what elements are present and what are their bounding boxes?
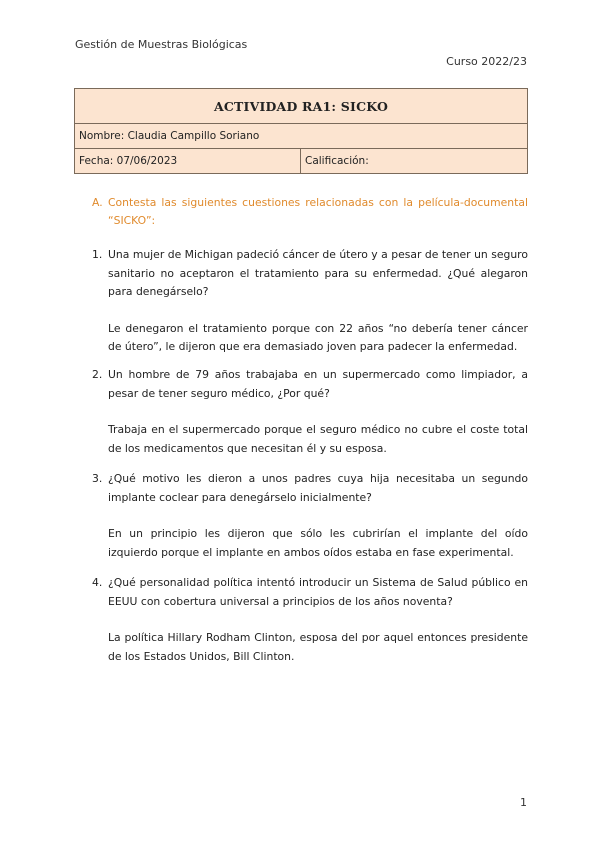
answer-text: La política Hillary Rodham Clinton, esposa del por aquel entonces presidente de los Estados Unidos, Bill Clinton.: [108, 631, 528, 663]
student-name: Nombre: Claudia Campillo Soriano: [75, 124, 528, 149]
question-item: [92, 574, 528, 666]
question-text: ¿Qué personalidad política intentó introducir un Sistema de Salud público en EEUU con cobertura universal a principios de los años noventa?: [108, 576, 528, 608]
header-course: Curso 2022/23: [446, 55, 527, 68]
question-text: Un hombre de 79 años trabajaba en un supermercado como limpiador, a pesar de tener seguro médico, ¿Por qué?: [108, 368, 528, 400]
page-number: 1: [520, 796, 527, 809]
question-number: 3.: [92, 472, 103, 485]
question-number: 1.: [92, 248, 103, 261]
answer-text: Trabaja en el supermercado porque el seguro médico no cubre el coste total de los medicamentos que necesitan él y su esposa.: [108, 423, 528, 455]
grade-field: Calificación:: [301, 149, 528, 174]
activity-title: ACTIVIDAD RA1: SICKO: [75, 89, 528, 124]
activity-date: Fecha: 07/06/2023: [75, 149, 301, 174]
header-subject: Gestión de Muestras Biológicas: [75, 38, 248, 51]
question-item: [92, 246, 528, 357]
answer-text: En un principio les dijeron que sólo les cubrirían el implante del oído izquierdo porque el implante en ambos oídos estaba en fase experimental.: [108, 527, 528, 559]
question-number: 2.: [92, 368, 103, 381]
section-letter: A.: [92, 196, 103, 209]
question-item: [92, 366, 528, 458]
question-number: 4.: [92, 576, 103, 589]
question-text: ¿Qué motivo les dieron a unos padres cuya hija necesitaba un segundo implante coclear para denegárselo inicialmente?: [108, 472, 528, 504]
section-heading: [92, 194, 528, 230]
answer-text: Le denegaron el tratamiento porque con 22 años “no debería tener cáncer de útero”, le dijeron que era demasiado joven para padecer la enfermedad.: [108, 321, 528, 353]
section-title-text: Contesta las siguientes cuestiones relacionadas con la película-documental “SICKO”:: [108, 196, 528, 227]
question-text: Una mujer de Michigan padeció cáncer de útero y a pesar de tener un seguro sanitario no aceptaron el tratamiento para su enfermedad. ¿Qué alegaron para denegárselo?: [108, 248, 528, 298]
question-item: [92, 470, 528, 562]
activity-info-table: [74, 88, 528, 174]
